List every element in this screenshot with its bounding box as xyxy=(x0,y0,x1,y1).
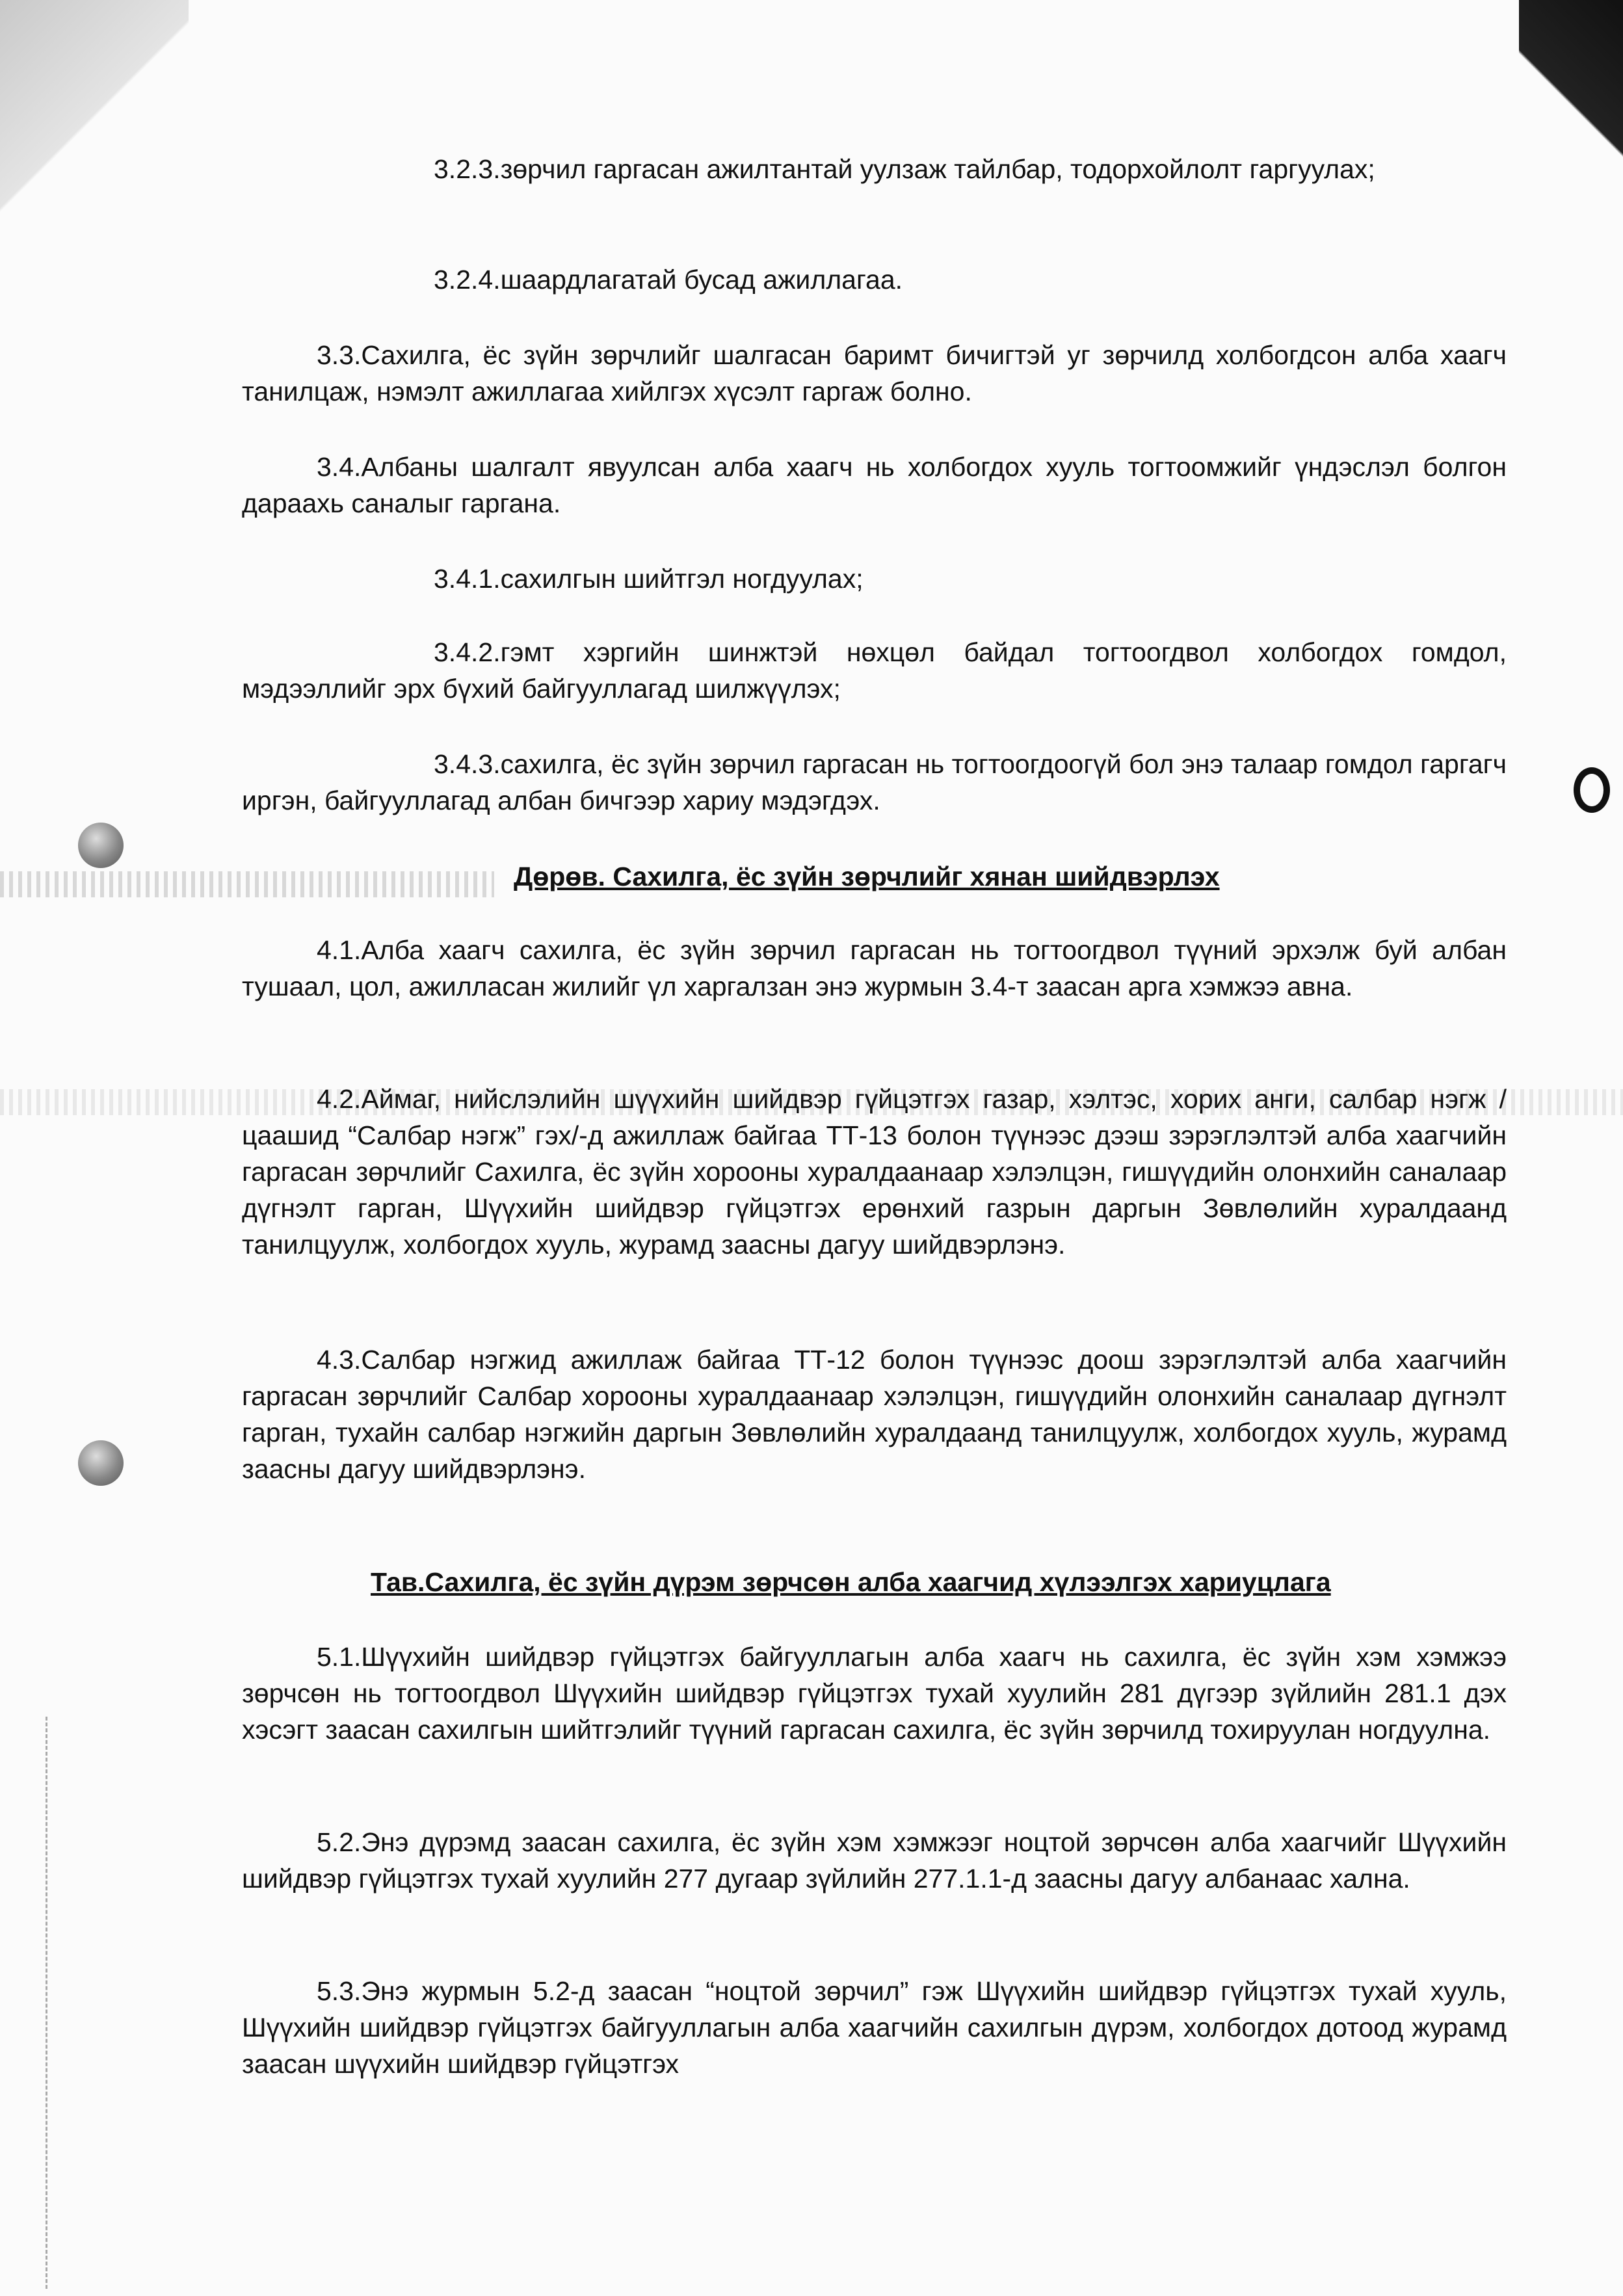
scan-margin-dashes xyxy=(46,1717,47,2289)
paragraph-4-2: 4.2.Аймаг, нийслэлийн шүүхийн шийдвэр гүйцэтгэх газар, хэлтэс, хорих анги, салбар нэгж /цаашид “Салбар нэгж” гэх/-д ажиллаж байгаа ТТ-13 болон түүнээс дээш зэрэглэлтэй алба хаагчийн гаргасан зөрчлийг Сахилга, ёс зүйн хорооны хуралдаанаар хэлэлцэн, гишүүдийн олонхийн саналаар дүгнэлт гарган, Шүүхийн шийдвэр гүйцэтгэх ерөнхий газрын даргын Зөвлөлийн хуралдаанд танилцуулж, холбогдох хууль, журамд заасны дагуу шийдвэрлэнэ. xyxy=(242,1084,1507,1260)
scan-ring-mark xyxy=(1574,767,1610,813)
scan-shadow-top-right xyxy=(1519,0,1623,280)
paragraph-3-2-4: 3.2.4.шаардлагатай бусад ажиллагаа. xyxy=(434,265,903,295)
section-5-heading: Тав.Сахилга, ёс зүйн дүрэм зөрчсөн алба хаагчид хүлээлгэх хариуцлага xyxy=(371,1567,1331,1597)
paragraph-3-4-1: 3.4.1.сахилгын шийтгэл ногдуулах; xyxy=(434,564,864,594)
paragraph-3-4: 3.4.Албаны шалгалт явуулсан алба хаагч нь холбогдох хууль тогтоомжийг үндэслэл болгон дараахь саналыг гаргана. xyxy=(242,452,1507,518)
paragraph-5-3: 5.3.Энэ журмын 5.2-д заасан “ноцтой зөрчил” гэж Шүүхийн шийдвэр гүйцэтгэх тухай хууль, Шүүхийн шийдвэр гүйцэтгэх байгууллагын алба хаагчийн сахилгын дүрэм, холбогдох дотоод журамд заасан шүүхийн шийдвэр гүйцэтгэх xyxy=(242,1976,1507,2079)
paragraph-4-3: 4.3.Салбар нэгжид ажиллаж байгаа ТТ-12 болон түүнээс доош зэрэглэлтэй алба хаагчийн гаргасан зөрчлийг Салбар хорооны хуралдаанаар хэлэлцэн, гишүүдийн олонхийн саналаар дүгнэлт гарган, тухайн салбар нэгжийн даргын Зөвлөлийн хуралдаанд танилцуулж, холбогдох хууль, журамд заасны дагуу шийдвэрлэнэ. xyxy=(242,1345,1507,1484)
scan-bleed-line xyxy=(0,871,494,897)
paragraph-4-1: 4.1.Алба хаагч сахилга, ёс зүйн зөрчил гаргасан нь тогтоогдвол түүний эрхэлж буй албан тушаал, цол, ажилласан жилийг үл харгалзан энэ журмын 3.4-т заасан арга хэмжээ авна. xyxy=(242,935,1507,1001)
paragraph-3-4-2: 3.4.2.гэмт хэргийн шинжтэй нөхцөл байдал тогтоогдвол холбогдох гомдол, мэдээллийг эрх бүхий байгууллагад шилжүүлэх; xyxy=(242,637,1507,704)
punch-hole-upper xyxy=(78,823,124,868)
paragraph-3-3: 3.3.Сахилга, ёс зүйн зөрчлийг шалгасан баримт бичигтэй уг зөрчилд холбогдсон алба хаагч танилцаж, нэмэлт ажиллагаа хийлгэх хүсэлт гаргаж болно. xyxy=(242,340,1507,406)
punch-hole-lower xyxy=(78,1440,124,1486)
scan-shadow-top-left xyxy=(0,0,189,273)
paragraph-5-2: 5.2.Энэ дүрэмд заасан сахилга, ёс зүйн хэм хэмжээг ноцтой зөрчсөн алба хаагчийг Шүүхийн шийдвэр гүйцэтгэх тухай хуулийн 277 дугаар зүйлийн 277.1.1-д заасны дагуу албанаас хална. xyxy=(242,1827,1507,1894)
section-4-heading: Дөрөв. Сахилга, ёс зүйн зөрчлийг хянан шийдвэрлэх xyxy=(514,862,1220,891)
paragraph-5-1: 5.1.Шүүхийн шийдвэр гүйцэтгэх байгууллагын алба хаагч нь сахилга, ёс зүйн хэм хэмжээ зөрчсөн нь тогтоогдвол Шүүхийн шийдвэр гүйцэтгэх тухай хуулийн 281 дүгээр зүйлийн 281.1 дэх хэсэгт заасан сахилгын шийтгэлийг түүний гаргасан сахилга, ёс зүйн зөрчилд тохируулан ногдуулна. xyxy=(242,1642,1507,1745)
paragraph-3-2-3: 3.2.3.зөрчил гаргасан ажилтантай уулзаж тайлбар, тодорхойлолт гаргуулах; xyxy=(434,154,1375,184)
paragraph-3-4-3: 3.4.3.сахилга, ёс зүйн зөрчил гаргасан нь тогтоогдоогүй бол энэ талаар гомдол гаргагч иргэн, байгууллагад албан бичгээр хариу мэдэгдэх. xyxy=(242,749,1507,815)
